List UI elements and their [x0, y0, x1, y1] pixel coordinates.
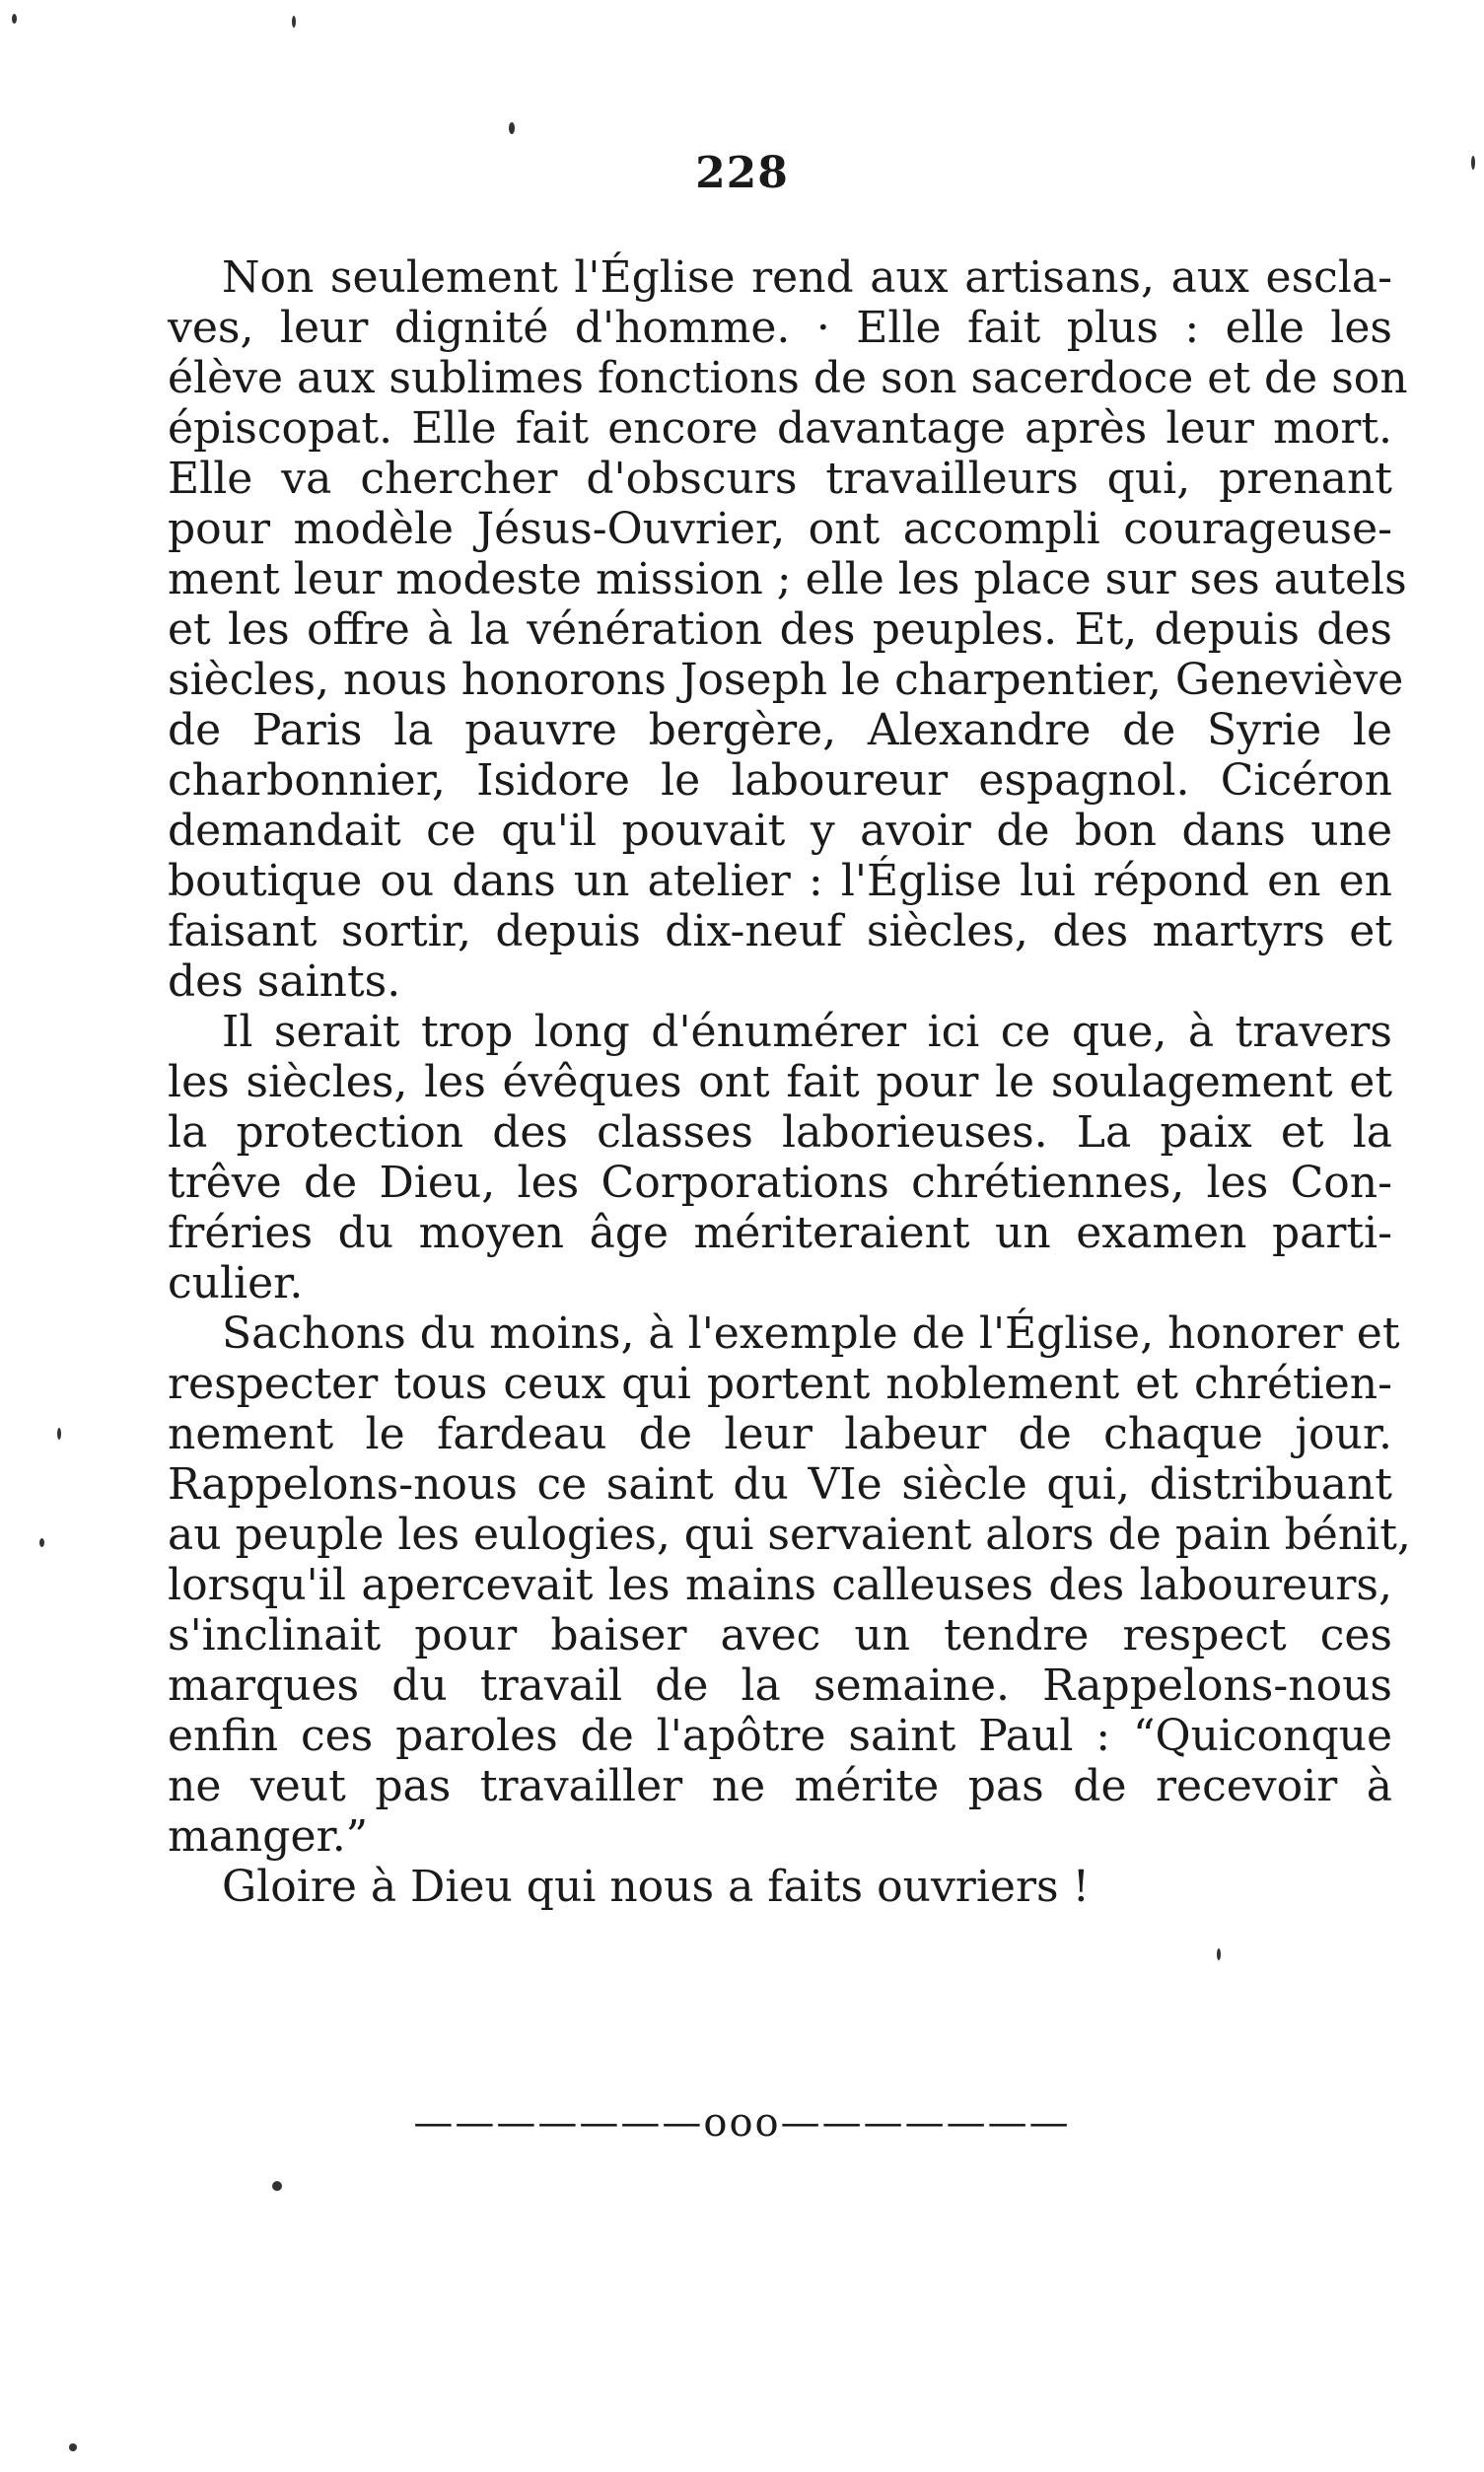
text-line: les siècles, les évêques ont fait pour le soulagement et: [168, 1057, 1392, 1107]
body-text: [168, 252, 1411, 1912]
text-line: Sachons du moins, à l'exemple de l'Église, honorer et: [222, 1308, 1400, 1359]
text-line: Elle va chercher d'obscurs travailleurs qui, prenant: [168, 454, 1392, 504]
text-line: la protection des classes laborieuses. La paix et la: [168, 1107, 1392, 1158]
scan-speck: [12, 14, 17, 24]
text-line: enfin ces paroles de l'apôtre saint Paul : “Quiconque: [168, 1711, 1392, 1761]
scan-speck: [509, 122, 515, 134]
text-line: culier.: [168, 1258, 304, 1308]
text-line: charbonnier, Isidore le laboureur espagnol. Cicéron: [168, 755, 1392, 806]
text-line: ment leur modeste mission ; elle les place sur ses autels: [168, 554, 1407, 604]
text-line: boutique ou dans un atelier : l'Église lui répond en en: [168, 856, 1392, 906]
text-line: élève aux sublimes fonctions de son sacerdoce et de son: [168, 353, 1408, 403]
text-line: faisant sortir, depuis dix-neuf siècles, des martyrs et: [168, 906, 1392, 956]
text-line: ne veut pas travailler ne mérite pas de recevoir à: [168, 1761, 1392, 1811]
scan-speck: [292, 16, 296, 28]
text-line: trêve de Dieu, les Corporations chrétiennes, les Con-: [168, 1158, 1392, 1208]
paragraph-1: [168, 252, 1408, 1007]
scan-speck: [1471, 156, 1475, 170]
text-line: manger.”: [168, 1811, 369, 1862]
scan-speck: [57, 1428, 61, 1440]
text-line: nement le fardeau de leur labeur de chaque jour.: [168, 1409, 1392, 1459]
text-line: pour modèle Jésus-Ouvrier, ont accompli courageuse-: [168, 504, 1392, 554]
scan-speck: [69, 2443, 77, 2451]
scan-speck: [272, 2181, 282, 2191]
paragraph-3: [168, 1308, 1411, 1862]
text-line: fréries du moyen âge mériteraient un examen parti-: [168, 1208, 1392, 1258]
text-line: Gloire à Dieu qui nous a faits ouvriers !: [222, 1862, 1091, 1912]
text-line: épiscopat. Elle fait encore davantage après leur mort.: [168, 403, 1392, 454]
text-line: s'inclinait pour baiser avec un tendre respect ces: [168, 1610, 1392, 1660]
text-line: marques du travail de la semaine. Rappelons-nous: [168, 1660, 1392, 1711]
text-line: ves, leur dignité d'homme. · Elle fait plus : elle les: [168, 303, 1392, 353]
text-line: Rappelons-nous ce saint du VIe siècle qui, distribuant: [168, 1459, 1392, 1510]
text-line: Non seulement l'Église rend aux artisans, aux escla-: [222, 252, 1392, 303]
page-number: 228: [695, 148, 789, 198]
text-line: lorsqu'il apercevait les mains calleuses des laboureurs,: [168, 1560, 1392, 1610]
text-line: Il serait trop long d'énumérer ici ce que, à travers: [222, 1007, 1392, 1057]
text-line: et les offre à la vénération des peuples. Et, depuis des: [168, 604, 1392, 655]
scan-speck: [1217, 1948, 1221, 1960]
text-line: des saints.: [168, 956, 401, 1007]
text-line: siècles, nous honorons Joseph le charpentier, Geneviève: [168, 655, 1404, 705]
text-line: de Paris la pauvre bergère, Alexandre de Syrie le: [168, 705, 1392, 755]
text-line: respecter tous ceux qui portent noblement et chrétien-: [168, 1359, 1392, 1409]
paragraph-2: [168, 1007, 1392, 1308]
scan-speck: [39, 1538, 44, 1547]
section-separator: ———————ooo———————: [413, 2100, 1071, 2146]
paragraph-4: [168, 1862, 1392, 1912]
text-line: demandait ce qu'il pouvait y avoir de bon dans une: [168, 806, 1392, 856]
text-line: au peuple les eulogies, qui servaient alors de pain bénit,: [168, 1510, 1411, 1560]
